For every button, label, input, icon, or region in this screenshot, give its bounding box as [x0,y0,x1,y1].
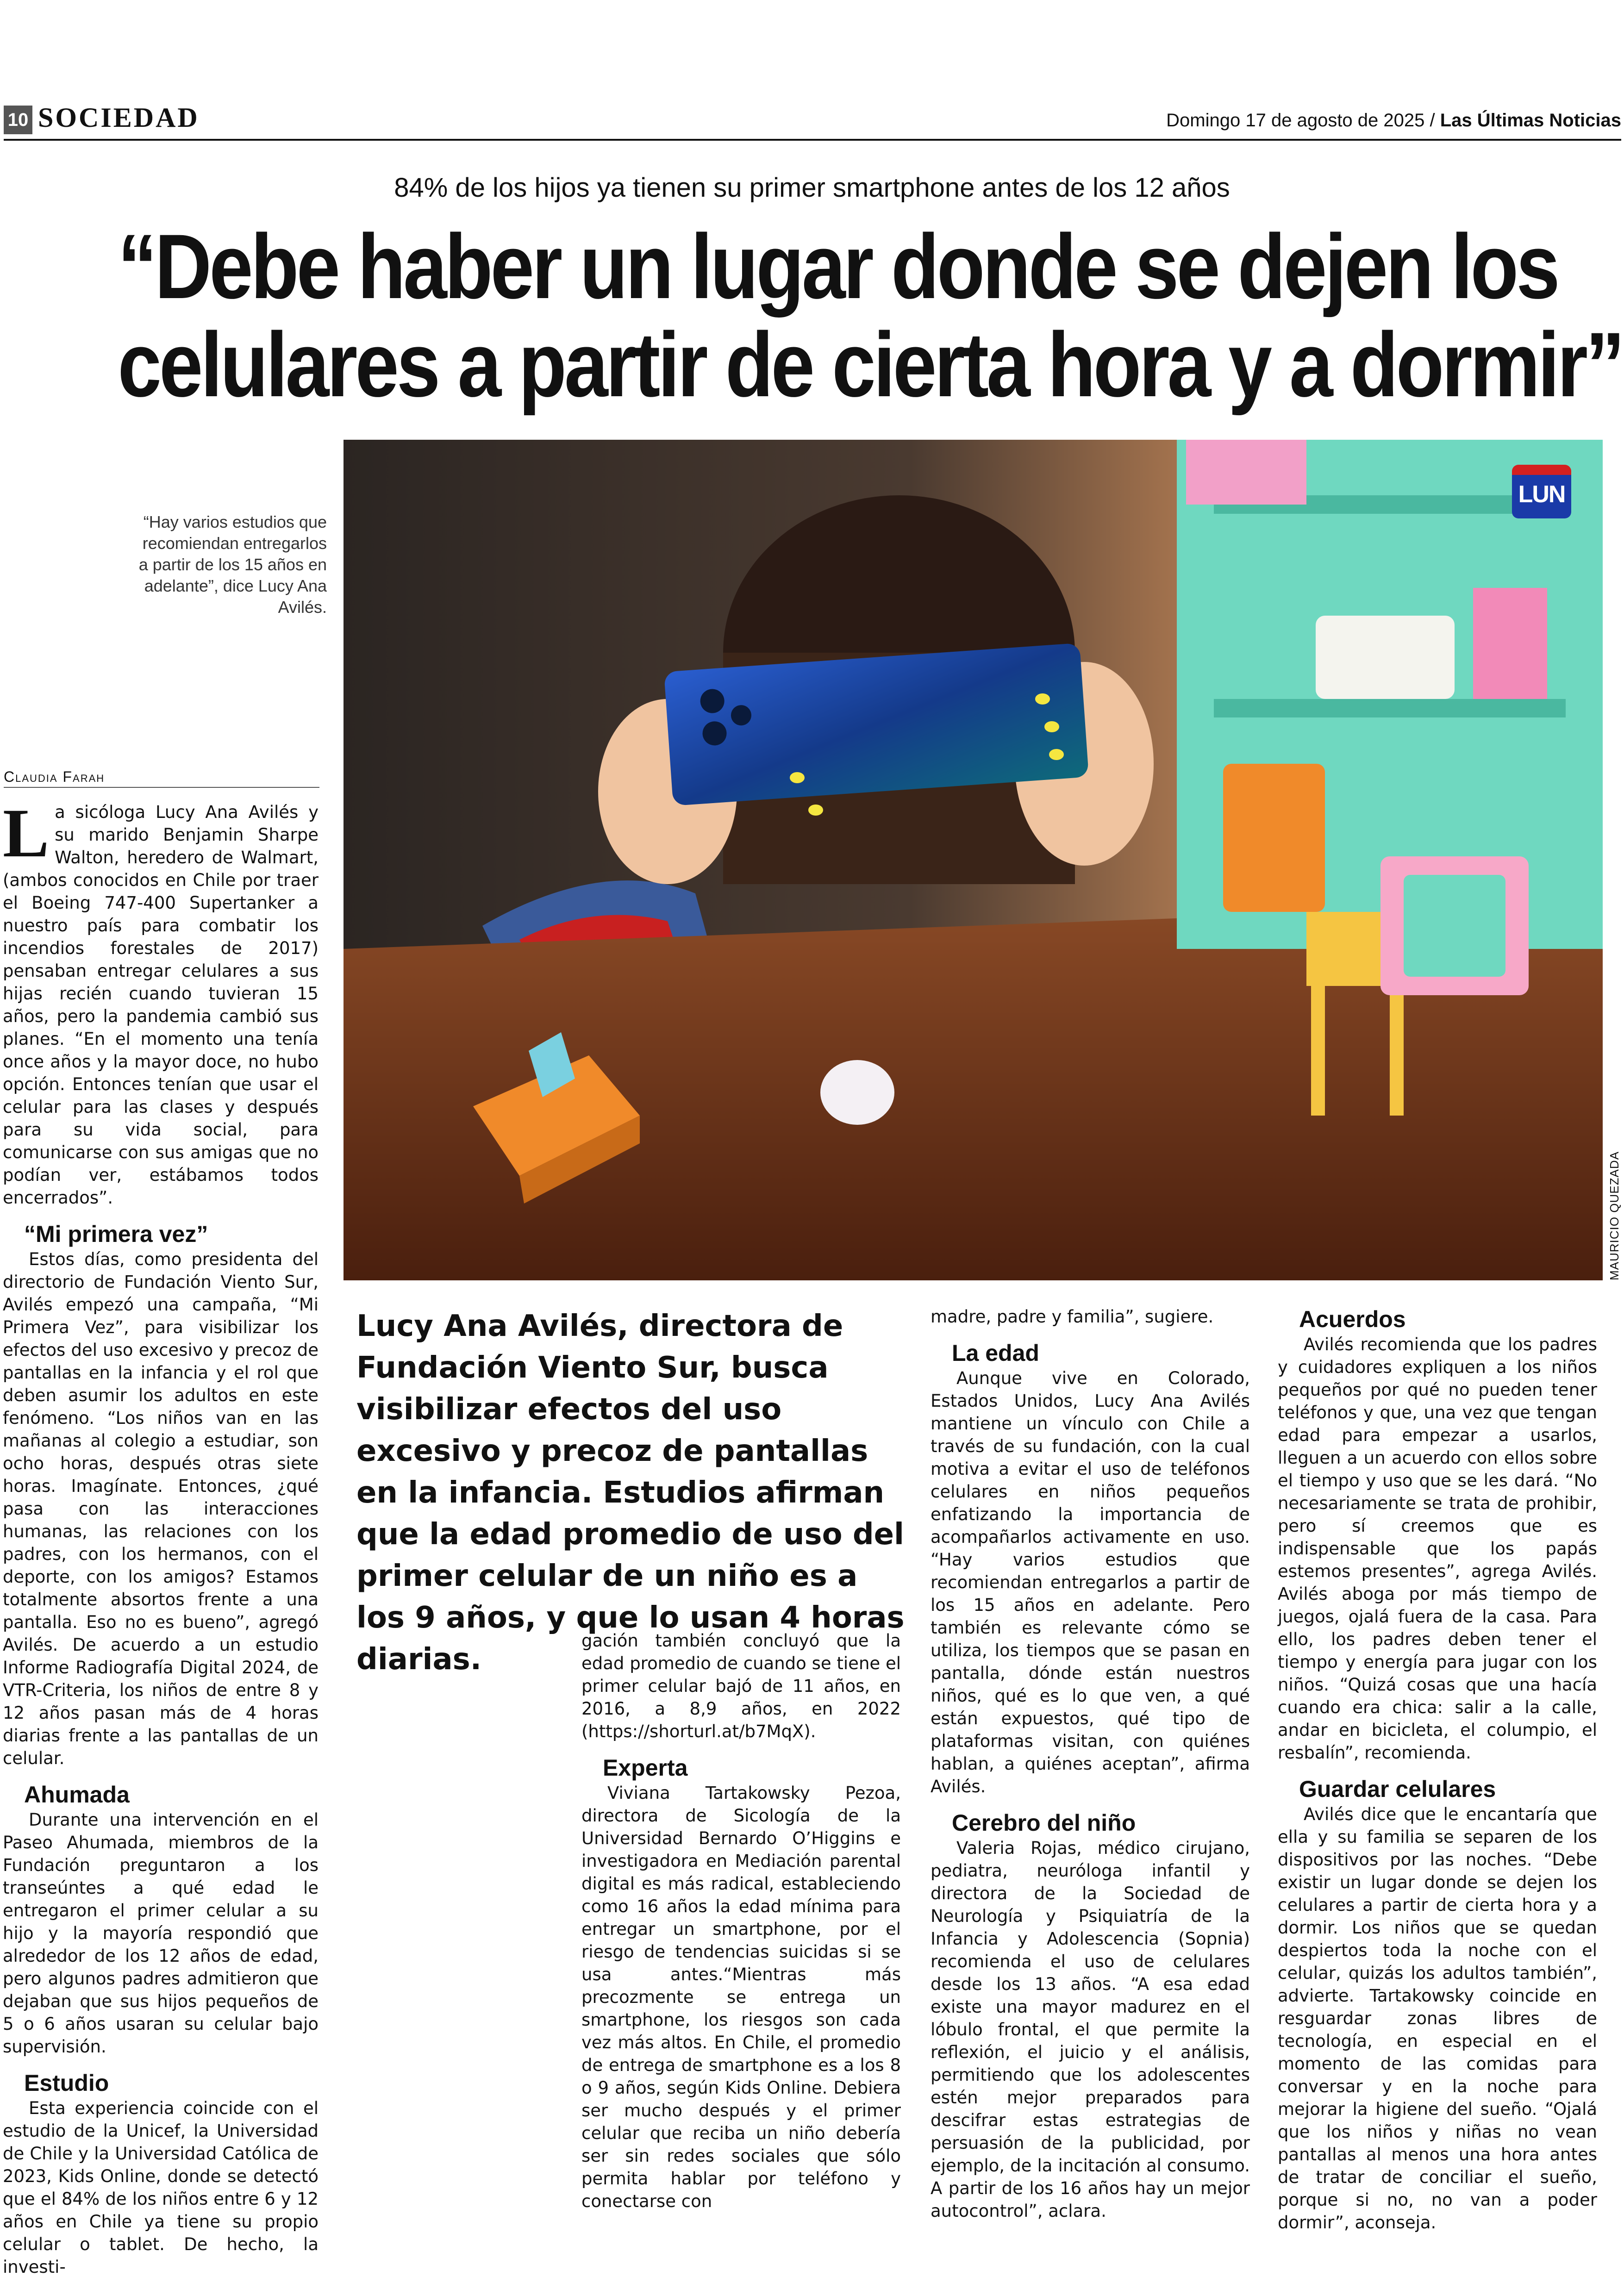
page-number: 10 [4,106,32,134]
byline: Claudia Farah [4,768,105,785]
byline-rule [4,787,319,788]
subhead-guardar-celulares: Guardar celulares [1299,1776,1496,1802]
column-3 [931,1305,1250,2222]
subhead-experta: Experta [603,1755,688,1781]
paragraph [3,795,319,1209]
section-title: SOCIEDAD [38,102,200,133]
paragraph: Durante una intervención en el Paseo Ahumada, miembros de la Fundación preguntaron a los transeúntes a qué edad le entregaron el primer celular a su hijo y la mayoría respondió que alrededor de los 12 años de edad, pero algunos padres admitieron que dejaban que sus hijos pequeños de 5 o 6 años usaran su celular bajo supervisión. [3,1810,319,2057]
column-1 [3,795,319,2278]
photo-illustration [344,440,1603,1280]
subhead-ahumada: Ahumada [24,1782,130,1808]
lun-logo: LUN [1512,465,1571,518]
paragraph: Avilés recomienda que los padres y cuidadores expliquen a los niños pequeños por qué no pueden tener teléfonos y que, una vez que tengan edad para empezar a usarlos, lleguen a un acuerdo con ellos sobre el tiempo y uso que se les dará. “No necesariamente se trata de prohibir, pero sí creemos que es indispensable que los papás estemos presentes”, agrega Avilés. Avilés aboga por más tiempo de juegos, ojalá fuera de la casa. Para ello, los padres deben tener el tiempo y energía para jugar con los niños. “Quizá cosas que una hacía cuando era chica: salir a la calle, andar en bicicleta, el columpio, el resbalín”, recomienda. [1278,1335,1597,1763]
paragraph: Estos días, como presidenta del directorio de Fundación Viento Sur, Avilés empezó una campaña, “Mi Primera Vez”, para visibilizar los efectos del uso excesivo y precoz de pantallas en la infancia y el rol que deben asumir los adultos en este fenómeno. “Los niños van en las mañanas al colegio a estudiar, son ocho horas, después otras siete horas. Imagínate. Entonces, ¿qué pasa con las interacciones humanas, las relaciones con los padres, con los hermanos, con el deporte, con los amigos? Estamos totalmente absortos frente a una pantalla. Eso no es bueno”, agregó Avilés. De acuerdo a un estudio Informe Radiografía Digital 2024, de VTR-Criteria, los niños de entre 8 y 12 años pasan más de 4 horas diarias frente a las pantallas de un celular. [3,1249,319,1768]
paragraph: Avilés dice que le encantaría que ella y su familia se separen de los dispositivos por las noches. “Debe existir un lugar donde se dejen los celulares a partir de cierta hora y a dormir. Los niños que se quedan despiertos toda la noche con el celular, quizás los adultos también”, advierte. Tartakowsky coincide en resguardar zonas libres de tecnología, en especial en el momento de las comidas para conversar y en la noche para mejorar la higiene del sueño. “Ojalá que los niños y niñas no vean pantallas al menos una hora antes de tratar de conciliar el sueño, porque si no, no van a poder dormir”, aconseja. [1278,1804,1597,2233]
date-separator: / [1430,110,1435,131]
column-2 [581,1629,901,2213]
subhead-cerebro: Cerebro del niño [952,1810,1136,1836]
kicker: 84% de los hijos ya tienen su primer smartphone antes de los 12 años [394,173,1230,203]
drop-cap: L [3,795,50,872]
paragraph: Valeria Rojas, médico cirujano, pediatra, neuróloga infantil y directora de la Sociedad de Neurología y Psiquiatría de la Infancia y Adolescencia (Sopnia) recomienda el uso de celulares desde los 13 años. “A esa edad existe una mayor madurez en el lóbulo frontal, el que permite la reflexión, el juicio y el análisis, permitiendo que los adolescentes estén mejor preparados para descifrar estas estrategias de persuasión de la publicidad, por ejemplo, de la incitación al consumo. A partir de los 16 años hay un mejor autocontrol”, aclara. [931,1838,1250,2221]
subhead-la-edad: La edad [952,1340,1039,1366]
subhead-mi-primera-vez: “Mi primera vez” [24,1221,208,1247]
subhead-acuerdos: Acuerdos [1299,1306,1406,1332]
paragraph: Viviana Tartakowsky Pezoa, directora de Sicología de la Universidad Bernardo O’Higgins e investigadora en Mediación parental digital es más radical, estableciendo como 16 años la edad mínima para entregar un smartphone, por el riesgo de tendencias suicidas si se usa antes.“Mientras más precozmente se entrega un smartphone, los riesgos son cada vez más altos. En Chile, el promedio de entrega de smartphone es a los 8 o 9 años, según Kids Online. Debiera ser mucho después y el primer celular que reciba un niño debería ser sin redes sociales que sólo permita hablar por teléfono y conectarse con [581,1783,901,2211]
photo-credit [1603,1151,1623,1282]
paragraph-text: a sicóloga Lucy Ana Avilés y su marido Benjamin Sharpe Walton, heredero de Walmart, (ambos conocidos en Chile por traer el Boeing 747-400 Supertanker a nuestro país para combatir los incendios forestales de 2017) pensaban entregar celulares a sus hijas recién cuando tuvieran 15 años, pero la pandemia cambió sus planes. “En el momento una tenía once años y la mayor doce, no hubo opción. Entonces tenían que usar el celular para las clases y después para su vida social, para comunicarse con sus amigas que no podían ver, estábamos todos encerrados”. [3,802,319,1208]
headline-line-1: “Debe haber un lugar donde se dejen los [118,215,1558,318]
issue-date: Domingo 17 de agosto de 2025 [1166,110,1425,131]
column-4 [1278,1305,1597,2234]
photo-credit-text: MAURICIO QUEZADA [1607,1151,1621,1280]
issue-date-line [1166,110,1621,131]
paragraph: gación también concluyó que la edad promedio de cuando se tiene el primer celular bajó de 11 años, en 2016, a 8,9 años, en 2022 (https://shorturl.at/b7MqX). [581,1631,901,1741]
photo-caption: “Hay varios estudios que recomiendan entregarlos a partir de los 15 años en adelante”, dice Lucy Ana Avilés. [138,512,327,617]
paragraph: madre, padre y familia”, sugiere. [931,1307,1214,1327]
headline-line-2: celulares a partir de cierta hora y a dormir” [118,313,1623,416]
header-rule [4,139,1621,141]
article-photo [344,440,1603,1280]
standfirst: Lucy Ana Avilés, directora de Fundación Viento Sur, busca visibilizar efectos del uso excesivo y precoz de pantallas en la infancia. Estudios afirman que la edad promedio de uso del primer celular de un niño es a los 9 años, y que lo usan 4 horas diarias. [356,1309,905,1677]
paragraph: Aunque vive en Colorado, Estados Unidos, Lucy Ana Avilés mantiene un vínculo con Chile a través de su fundación, con la cual motiva a evitar el uso de teléfonos celulares en niños pequeños enfatizando la importancia de acompañarlos activamente en uso. “Hay varios estudios que recomiendan entregarlos a partir de los 15 años en adelante. Pero también es relevante cómo se utiliza, los tiempos que se pasan en pantalla, dónde están nuestros niños, qué es lo que ven, a qué están expuestos, qué tipo de plataformas visitan, con quiénes hablan, a quiénes aceptan”, afirma Avilés. [931,1368,1250,1796]
paragraph: Esta experiencia coincide con el estudio de la Unicef, la Universidad de Chile y la Universidad Católica de 2023, Kids Online, donde se detectó que el 84% de los niños entre 6 y 12 años en Chile ya tiene su propio celular o tablet. De hecho, la investi- [3,2098,319,2277]
newspaper-name: Las Últimas Noticias [1440,110,1621,131]
headline [118,215,1623,416]
subhead-estudio: Estudio [24,2070,109,2096]
